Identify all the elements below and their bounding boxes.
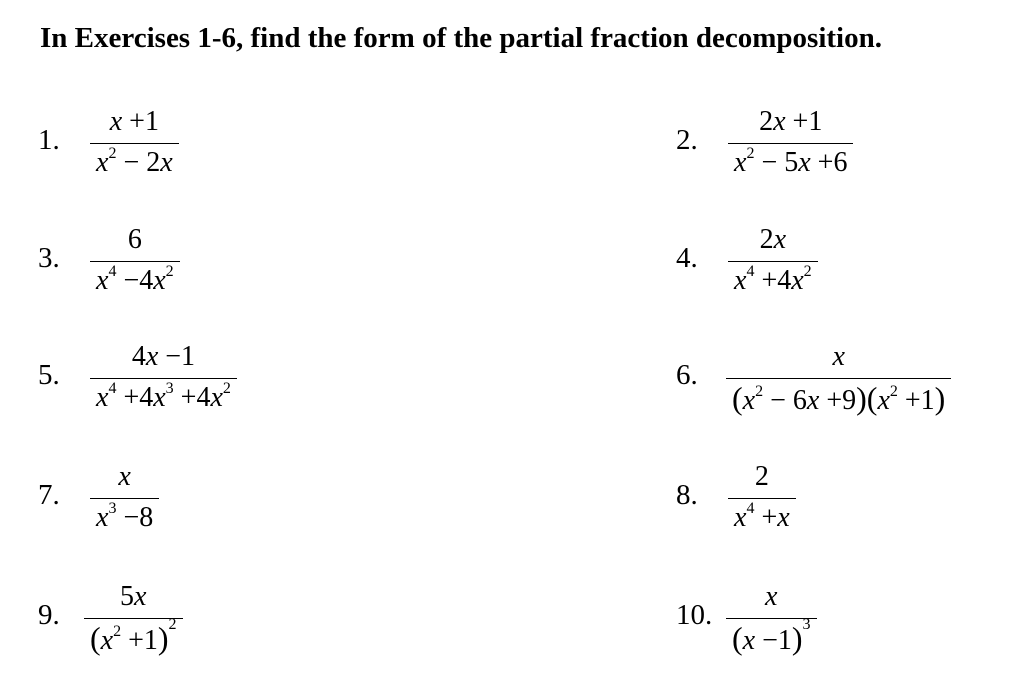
exercise-5 [38, 340, 358, 430]
exercise-number: 10. [676, 599, 713, 631]
fraction-bar [728, 261, 818, 262]
exercise-4 [676, 223, 1006, 313]
denominator: $x^2 - 2x$ [96, 145, 173, 178]
exercise-9 [38, 580, 338, 670]
denominator: $x^4 +4x^2$ [734, 263, 812, 296]
exercise-number: 8. [676, 479, 698, 511]
exercise-1 [38, 105, 338, 195]
fraction-bar [90, 261, 180, 262]
exercise-8 [676, 460, 1006, 550]
fraction-bar [728, 143, 853, 144]
exercise-10 [676, 580, 1006, 670]
fraction-6 [726, 340, 951, 418]
fraction-7 [90, 460, 159, 535]
exercise-number: 1. [38, 124, 60, 156]
denominator: $x^2 - 5x +6$ [734, 145, 848, 178]
fraction-bar [90, 143, 179, 144]
exercise-number: 3. [38, 242, 60, 274]
exercise-number: 6. [676, 359, 698, 391]
fraction-8 [728, 460, 796, 535]
fraction-4 [728, 223, 818, 298]
numerator: 4x −1 [131, 341, 196, 372]
numerator: 6 [127, 224, 142, 255]
exercise-6 [676, 340, 1016, 430]
fraction-10 [726, 580, 817, 658]
numerator: x +1 [109, 106, 159, 137]
exercise-number: 7. [38, 479, 60, 511]
exercise-number: 5. [38, 359, 60, 391]
fraction-bar [90, 378, 237, 379]
fraction-3 [90, 223, 180, 298]
fraction-2 [728, 105, 853, 180]
fraction-bar [728, 498, 796, 499]
numerator: x [832, 341, 845, 372]
numerator: 2x [759, 224, 787, 255]
exercise-number: 2. [676, 124, 698, 156]
fraction-bar [726, 378, 951, 379]
numerator: 2 [754, 461, 769, 492]
denominator: $x^4 +x$ [734, 500, 790, 533]
denominator: $(x -1)^3$ [732, 616, 811, 656]
fraction-bar [90, 498, 159, 499]
numerator: x [118, 461, 131, 492]
exercise-3 [38, 223, 338, 313]
exercise-7 [38, 460, 338, 550]
fraction-5 [90, 340, 237, 415]
exercise-number: 4. [676, 242, 698, 274]
exercise-number: 9. [38, 599, 60, 631]
denominator: $(x^2 - 6x +9)(x^2 +1)$ [732, 380, 946, 416]
page-heading: In Exercises 1-6, find the form of the partial fraction decomposition. [40, 22, 882, 54]
denominator: $x^3 -8$ [96, 500, 154, 533]
fraction-1 [90, 105, 179, 180]
denominator: $(x^2 +1)^2$ [90, 616, 177, 656]
fraction-9 [84, 580, 183, 658]
numerator: 5x [120, 581, 147, 612]
denominator: $x^4 -4x^2$ [96, 263, 174, 296]
exercise-2 [676, 105, 1006, 195]
numerator: 2x +1 [759, 106, 823, 137]
numerator: x [765, 581, 778, 612]
denominator: $x^4 +4x^3 +4x^2$ [96, 380, 231, 413]
